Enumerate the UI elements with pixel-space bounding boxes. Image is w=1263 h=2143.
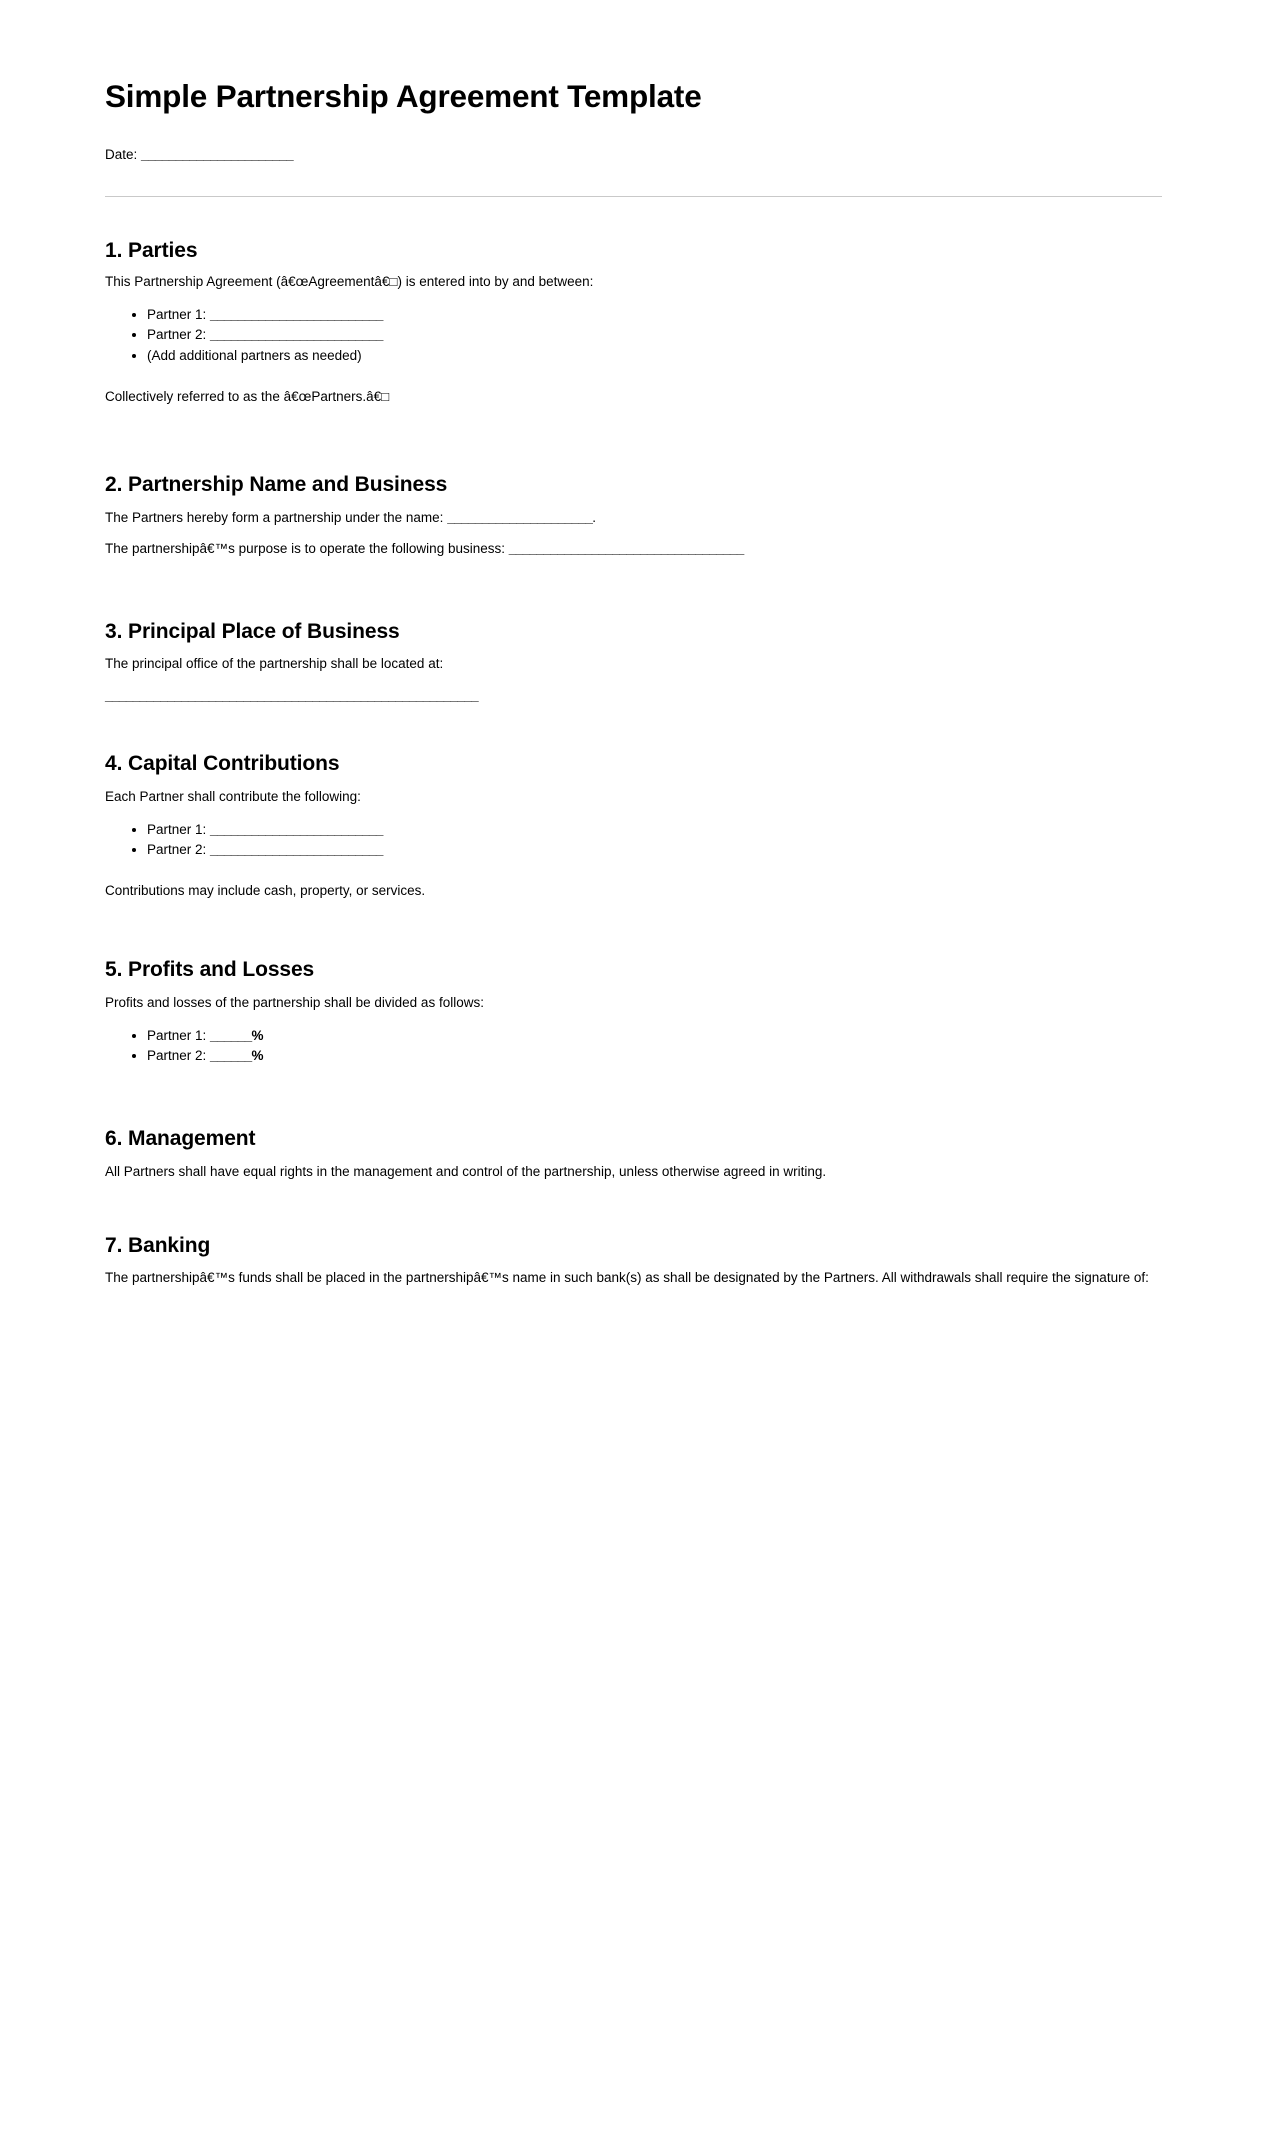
section-heading-principal-place: 3. Principal Place of Business bbox=[105, 620, 400, 644]
capital-partner1-label: Partner 1: bbox=[147, 822, 207, 837]
list-item bbox=[147, 820, 383, 840]
capital-partner2-blank[interactable]: _________________________ bbox=[210, 842, 383, 858]
partnership-name-line bbox=[105, 508, 596, 528]
partnership-name-blank[interactable]: _____________________ bbox=[447, 510, 593, 525]
section-heading-capital-contributions: 4. Capital Contributions bbox=[105, 752, 340, 776]
capital-closing: Contributions may include cash, property, or services. bbox=[105, 883, 426, 898]
partnership-name-suffix: . bbox=[592, 510, 597, 525]
section-heading-banking: 7. Banking bbox=[105, 1234, 211, 1258]
capital-partner1-blank[interactable]: _________________________ bbox=[210, 822, 383, 837]
profits-partner2-label: Partner 2: bbox=[147, 1048, 207, 1064]
parties-partner1-blank[interactable]: _________________________ bbox=[210, 307, 383, 322]
partnership-purpose-prefix: The partnershipâ€™s purpose is to operate the following business: bbox=[105, 541, 505, 556]
capital-bullet-list bbox=[105, 820, 383, 861]
profits-partner2-blank[interactable]: ______% bbox=[210, 1048, 263, 1064]
principal-office-blank[interactable]: ______________________________________________________ bbox=[105, 688, 479, 703]
parties-additional-note: (Add additional partners as needed) bbox=[147, 347, 362, 363]
parties-partner2-label: Partner 2: bbox=[147, 327, 207, 343]
list-item bbox=[147, 305, 383, 325]
list-item bbox=[147, 1026, 263, 1046]
list-item bbox=[147, 840, 383, 860]
parties-closing: Collectively referred to as the â€œPartners.â€□ bbox=[105, 389, 390, 404]
date-label: Date: bbox=[105, 147, 138, 162]
parties-partner2-blank[interactable]: _________________________ bbox=[210, 327, 383, 343]
banking-body: The partnershipâ€™s funds shall be placed in the partnershipâ€™s name in such bank(s) as shall be designated by the Partners. All withdrawals shall require the signature of: bbox=[105, 1270, 1149, 1285]
principal-office-line: The principal office of the partnership shall be located at: bbox=[105, 656, 444, 671]
date-blank[interactable]: ______________________ bbox=[141, 147, 294, 162]
header-divider bbox=[105, 196, 1162, 197]
parties-partner1-label: Partner 1: bbox=[147, 307, 207, 322]
parties-bullet-list bbox=[105, 305, 383, 366]
profits-partner1-label: Partner 1: bbox=[147, 1028, 207, 1043]
section-heading-parties: 1. Parties bbox=[105, 239, 198, 263]
profits-intro: Profits and losses of the partnership shall be divided as follows: bbox=[105, 995, 484, 1010]
partnership-purpose-blank[interactable]: __________________________________ bbox=[508, 541, 744, 556]
capital-intro: Each Partner shall contribute the following: bbox=[105, 789, 361, 804]
section-heading-profits-losses: 5. Profits and Losses bbox=[105, 958, 315, 982]
parties-intro: This Partnership Agreement (â€œAgreementâ€□) is entered into by and between: bbox=[105, 274, 594, 289]
partnership-purpose-line bbox=[105, 539, 744, 559]
section-heading-management: 6. Management bbox=[105, 1127, 256, 1151]
date-field-line bbox=[105, 145, 293, 165]
list-item bbox=[147, 346, 383, 366]
management-body: All Partners shall have equal rights in the management and control of the partnership, unless otherwise agreed in writing. bbox=[105, 1164, 827, 1179]
section-heading-partnership-name: 2. Partnership Name and Business bbox=[105, 473, 448, 497]
profits-partner1-blank[interactable]: ______% bbox=[210, 1028, 263, 1043]
page-title: Simple Partnership Agreement Template bbox=[105, 78, 702, 114]
list-item bbox=[147, 325, 383, 345]
profits-bullet-list bbox=[105, 1026, 263, 1067]
capital-partner2-label: Partner 2: bbox=[147, 842, 207, 858]
list-item bbox=[147, 1046, 263, 1066]
partnership-name-prefix: The Partners hereby form a partnership under the name: bbox=[105, 510, 444, 525]
